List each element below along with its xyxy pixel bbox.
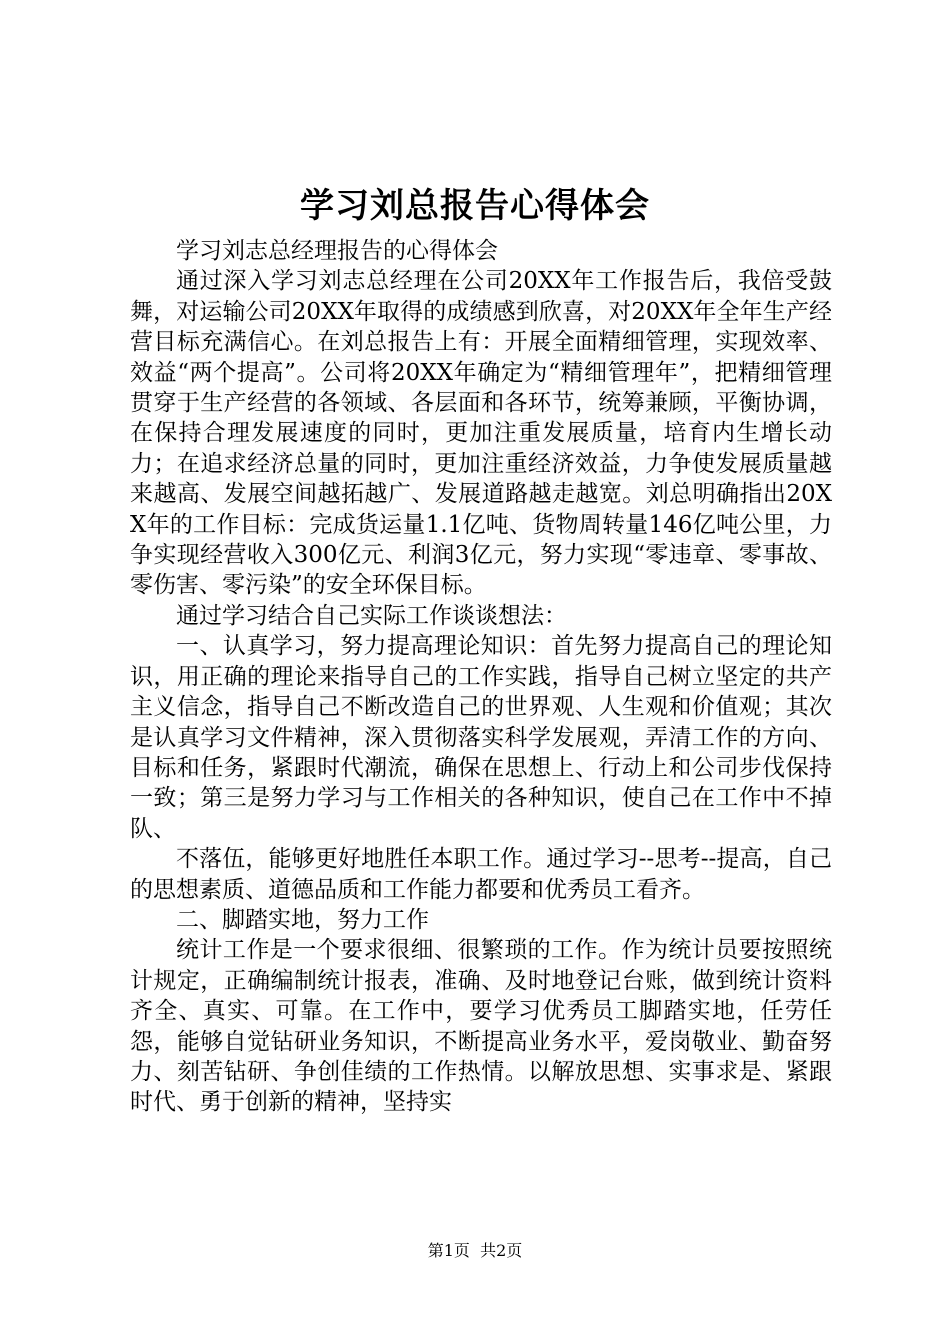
body-paragraph: 学习刘志总经理报告的心得体会 [176,238,498,264]
body-paragraph: 不落伍，能够更好地胜任本职工作。通过学习--思考--提高，自己的思想素质、道德品质和工作能力都要和优秀员工看齐。 [130,846,832,903]
body-paragraph: 通过学习结合自己实际工作谈谈想法： [176,602,567,629]
document-body [130,236,832,1118]
body-paragraph: 统计工作是一个要求很细、很繁琐的工作。作为统计员要按照统计规定，正确编制统计报表，准确、及时地登记台账，做到统计资料齐全、真实、可靠。在工作中，要学习优秀员工脚踏实地，任劳任怨，能够自觉钻研业务知识，不断提高业务水平，爱岗敬业、勤奋努力、刻苦钻研、争创佳绩的工作热情。以解放思想、实事求是、紧跟时代、勇于创新的精神，坚持实 [130,937,832,1116]
body-paragraph: 通过深入学习刘志总经理在公司20XX年工作报告后，我倍受鼓舞，对运输公司20XX年取得的成绩感到欣喜，对20XX年全年生产经营目标充满信心。在刘总报告上有：开展全面精细管理，实现效率、效益“两个提高”。公司将20XX年确定为“精细管理年”，把精细管理贯穿于生产经营的各领域、各层面和各环节，统筹兼顾，平衡协调，在保持合理发展速度的同时，更加注重发展质量，培育内生增长动力；在追求经济总量的同时，更加注重经济效益，力争使发展质量越来越高、发展空间越拓越广、发展道路越走越宽。刘总明确指出20XX年的工作目标：完成货运量1.1亿吨、货物周转量146亿吨公里，力争实现经营收入300亿元、利润3亿元，努力实现“零违章、零事故、零伤害、零污染”的安全环保目标。 [130,268,832,599]
body-paragraph: 二、脚踏实地，努力工作 [176,906,429,933]
page-number-footer: 第1页 共2页 [427,1241,523,1260]
body-paragraph: 一、认真学习，努力提高理论知识：首先努力提高自己的理论知识，用正确的理论来指导自己的工作实践，指导自己树立坚定的共产主义信念，指导自己不断改造自己的世界观、人生观和价值观；其次是认真学习文件精神，深入贯彻落实科学发展观，弄清工作的方向、目标和任务，紧跟时代潮流，确保在思想上、行动上和公司步伐保持一致；第三是努力学习与工作相关的各种知识，使自己在工作中不掉队、 [130,633,832,842]
document-title: 学习刘总报告心得体会 [300,186,650,226]
